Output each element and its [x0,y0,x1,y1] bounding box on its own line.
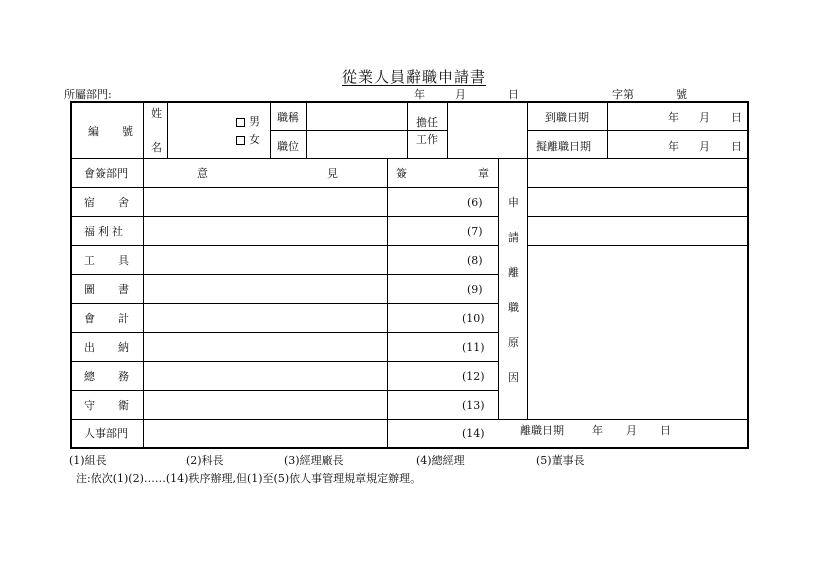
role-4: (4)總經理 [416,454,465,467]
female-label: 女 [249,133,260,146]
row-seq: (11) [462,341,485,354]
role-1: (1)組長 [69,454,107,467]
row-dept: 出 納 [84,341,135,354]
planned-leave-day: 日 [731,140,742,153]
row-seq: (13) [462,399,485,412]
header-month: 月 [455,88,466,101]
row-seq: (12) [462,370,485,383]
female-checkbox[interactable] [236,136,245,145]
job-title-label: 職稱 [277,111,299,124]
role-5: (5)董事長 [536,454,585,467]
row-dept: 人事部門 [84,427,128,440]
row-seq: (7) [467,225,483,238]
arrival-year: 年 [668,111,679,124]
duty-label-2: 工作 [416,133,438,146]
duty-label-1: 擔任 [416,116,438,129]
department-label: 所屬部門: [64,88,112,101]
row-dept: 總 務 [84,370,135,383]
row-dept: 圖 書 [84,283,135,296]
reason-char-4: 職 [508,301,519,314]
planned-leave-date-label: 擬離職日期 [536,140,591,153]
arrival-month: 月 [699,111,710,124]
row-dept: 會 計 [84,312,135,325]
row-seq: (10) [462,312,485,325]
reason-char-3: 離 [508,266,519,279]
col-header-sign-2: 章 [478,167,489,180]
arrival-day: 日 [731,111,742,124]
leave-year: 年 [592,424,603,437]
leave-month: 月 [626,424,637,437]
role-2: (2)科長 [186,454,224,467]
row-seq: (8) [467,254,483,267]
male-checkbox[interactable] [236,118,245,127]
form-title: 從業人員辭職申請書 [342,68,487,86]
role-3: (3)經理廠長 [284,454,344,467]
reason-char-1: 申 [508,196,519,209]
col-header-dept: 會簽部門 [84,167,128,180]
row-dept: 工 具 [84,254,135,267]
male-label: 男 [249,115,260,128]
planned-leave-year: 年 [668,140,679,153]
arrival-date-label: 到職日期 [545,111,589,124]
planned-leave-month: 月 [699,140,710,153]
name-label-bottom: 名 [151,141,162,154]
name-label-top: 姓 [151,107,162,120]
header-day: 日 [508,88,519,101]
col-header-sign-1: 簽 [396,167,407,180]
row-seq: (9) [467,283,483,296]
col-header-opinion-2: 見 [327,167,338,180]
row-dept: 守 衛 [84,399,135,412]
doc-no-label: 字第 [612,88,634,101]
col-header-opinion-1: 意 [197,167,208,180]
footer-note: 注:依次(1)(2)……(14)秩序辦理,但(1)至(5)依人事管理規章規定辦理。 [76,472,422,485]
reason-char-6: 因 [508,371,519,384]
row-dept: 福利社 [84,225,126,238]
reason-char-5: 原 [508,336,519,349]
reason-char-2: 請 [508,231,519,244]
leave-date-label: 離職日期 [520,424,564,437]
row-dept: 宿 舍 [84,196,135,209]
serial-label: 編 號 [88,125,139,138]
row-seq: (6) [467,196,483,209]
leave-day: 日 [660,424,671,437]
doc-no-suffix: 號 [676,88,687,101]
row-seq: (14) [462,427,485,440]
position-label: 職位 [277,140,299,153]
male-option[interactable] [236,116,260,127]
header-year: 年 [414,88,425,101]
female-option[interactable] [236,134,260,145]
